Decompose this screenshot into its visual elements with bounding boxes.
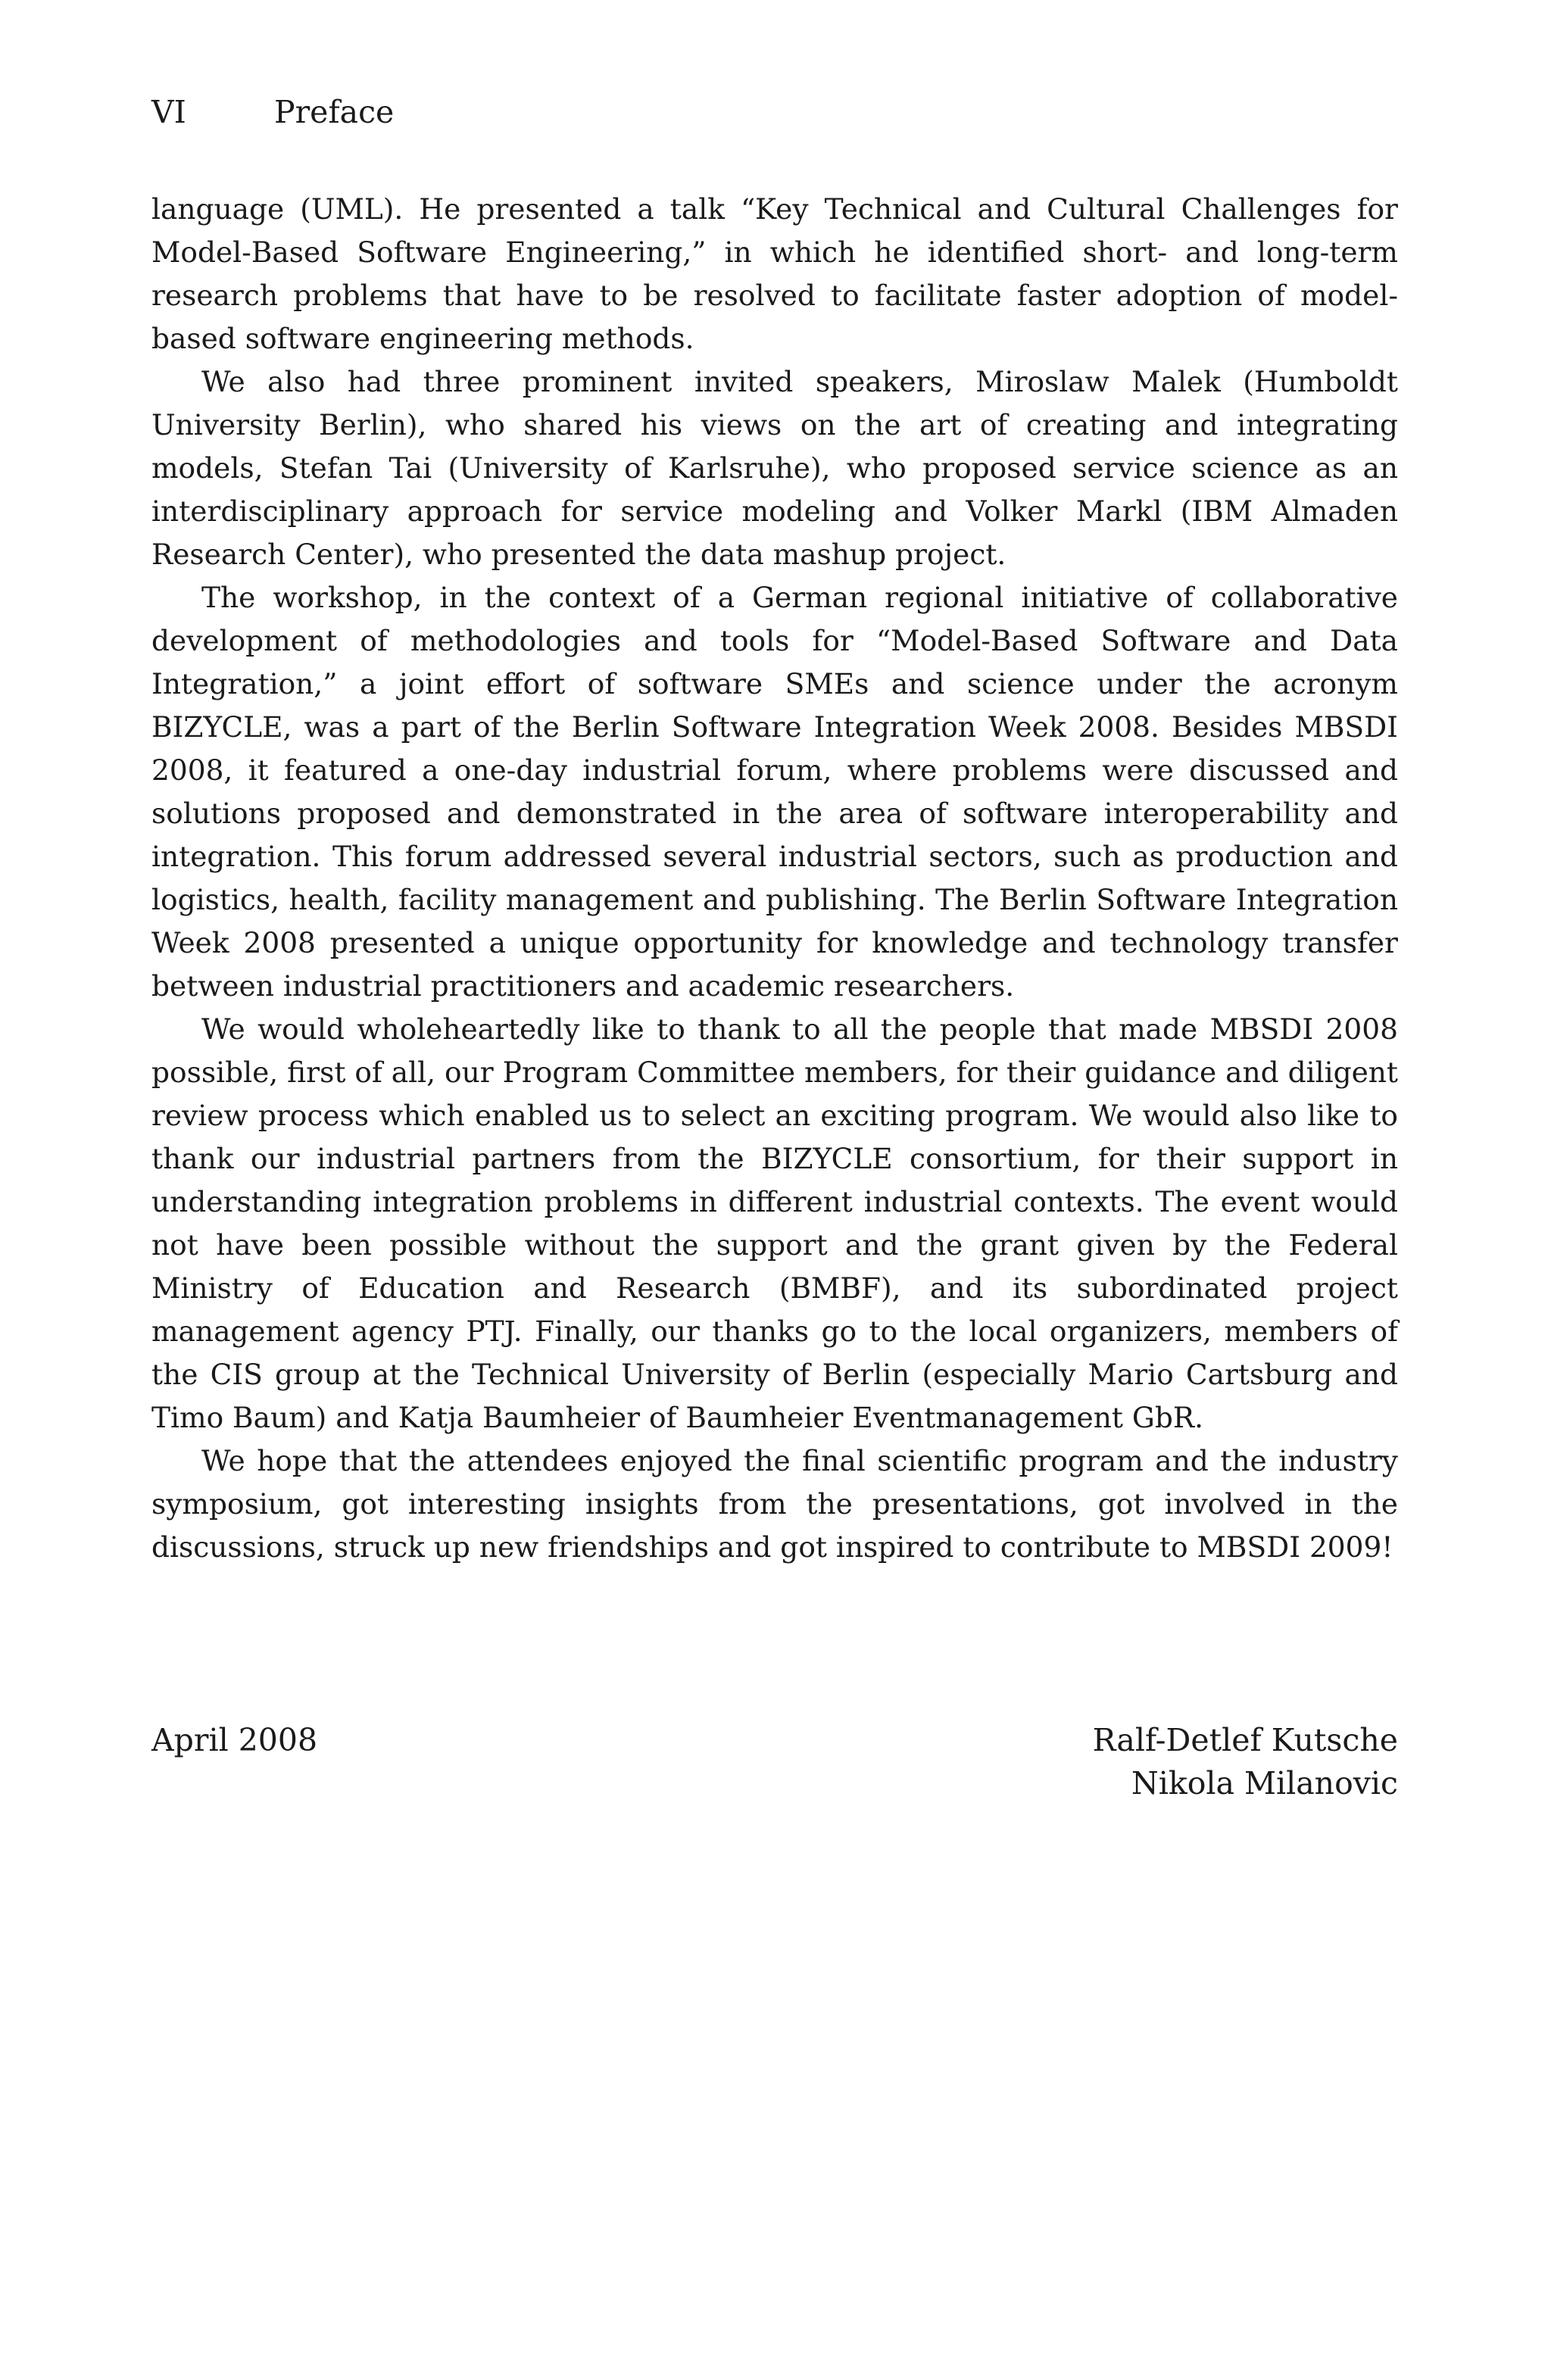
section-title: Preface [274,94,395,130]
page-number: VI [151,94,186,130]
paragraph-1: language (UML). He presented a talk “Key Technical and Cultural Challenges for Model-Based Software Engineering,” in which he identified short- and long-term research problems that have to be resolved to facilitate faster adoption of model-based software engineering methods. [151,192,1398,355]
author-list [1093,1719,1398,1805]
paragraph-4: We would wholeheartedly like to thank to all the people that made MBSDI 2008 possible, first of all, our Program Committee members, for their guidance and diligent review process which enabled us to select an exciting program. We would also like to thank our industrial partners from the BIZYCLE consortium, for their support in understanding integration problems in different industrial contexts. The event would not have been possible without the support and the grant given by the Federal Ministry of Education and Research (BMBF), and its subordinated project management agency PTJ. Finally, our thanks go to the local organizers, members of the CIS group at the Technical University of Berlin (especially Mario Cartsburg and Timo Baum) and Katja Baumheier of Baumheier Eventmanagement GbR. [151,1012,1398,1434]
paragraph-3: The workshop, in the context of a German regional initiative of collaborative development of methodologies and tools for “Model-Based Software and Data Integration,” a joint effort of software SMEs and science under the acronym BIZYCLE, was a part of the Berlin Software Integration Week 2008. Besides MBSDI 2008, it featured a one-day industrial forum, where problems were discussed and solutions proposed and demonstrated in the area of software interoperability and integration. This forum addressed several industrial sectors, such as production and logistics, health, facility management and publishing. The Berlin Software Integration Week 2008 presented a unique opportunity for knowledge and technology transfer between industrial practitioners and academic researchers. [151,581,1398,1003]
signoff-date: April 2008 [151,1722,318,1758]
paragraph-2: We also had three prominent invited speakers, Miroslaw Malek (Humboldt University Berlin), who shared his views on the art of creating and integrating models, Stefan Tai (University of Karlsruhe), who proposed service science as an interdisciplinary approach for service modeling and Volker Markl (IBM Almaden Research Center), who presented the data mashup project. [151,365,1398,571]
paragraph-5: We hope that the attendees enjoyed the final scientific program and the industry symposium, got interesting insights from the presentations, got involved in the discussions, struck up new friendships and got inspired to contribute to MBSDI 2009! [151,1444,1398,1564]
author-name: Nikola Milanovic [1131,1765,1398,1801]
preface-body [151,188,1398,1569]
running-head [151,94,395,130]
author-name: Ralf-Detlef Kutsche [1092,1722,1398,1758]
